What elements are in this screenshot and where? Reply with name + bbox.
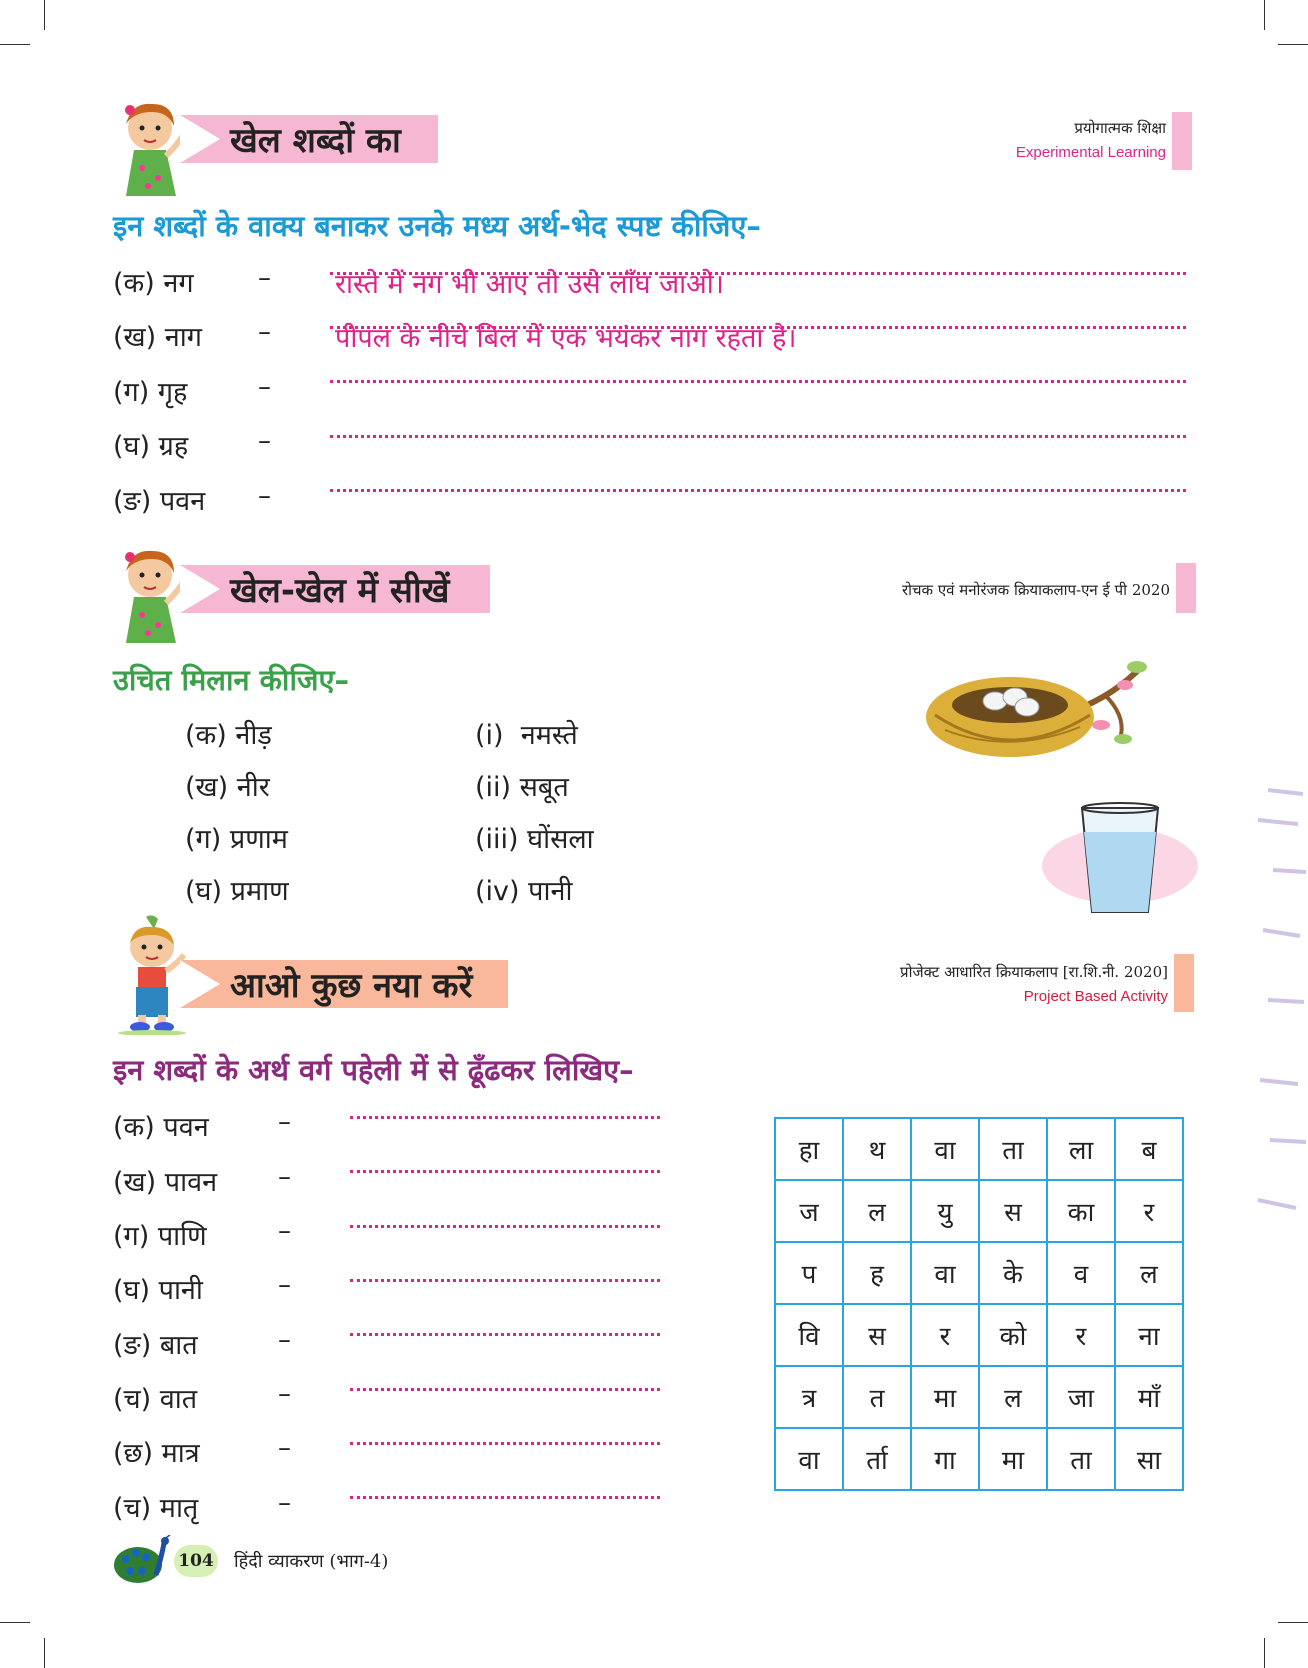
section1-tag-hi: प्रयोगात्मक शिक्षा — [1074, 119, 1166, 137]
grid-row — [775, 1428, 1183, 1490]
grid-cell: त — [843, 1366, 911, 1428]
grid-cell: ह — [843, 1242, 911, 1304]
grid-cell: ता — [979, 1118, 1047, 1180]
answer-line — [330, 489, 1186, 492]
grid-cell: वा — [911, 1118, 979, 1180]
grid-row — [775, 1242, 1183, 1304]
section1-label-5: (ङ) पवन — [113, 486, 206, 517]
answer-line — [350, 1279, 660, 1282]
grid-row — [775, 1366, 1183, 1428]
section1-label-2: (ख) नाग — [113, 322, 202, 353]
dash: – — [258, 372, 271, 402]
crop-mark — [44, 0, 45, 30]
section1-answer-1: रास्ते में नग भी आए तो उसे लाँघ जाओ। — [335, 269, 724, 300]
grid-cell: ल — [1115, 1242, 1183, 1304]
answer-line — [350, 1388, 660, 1391]
dash: – — [278, 1325, 291, 1355]
section1-tag-en: Experimental Learning — [1015, 144, 1166, 161]
water-glass-illustration — [1040, 800, 1200, 920]
dash: – — [258, 317, 271, 347]
grid-cell: ल — [843, 1180, 911, 1242]
match-left-4: (घ) प्रमाण — [185, 876, 289, 907]
grid-cell: मा — [979, 1428, 1047, 1490]
section2-tag-hi: रोचक एवं मनोरंजक क्रियाकलाप-एन ई पी 2020 — [902, 581, 1170, 599]
grid-cell: ब — [1115, 1118, 1183, 1180]
grid-cell: को — [979, 1304, 1047, 1366]
dash: – — [278, 1488, 291, 1518]
dash: – — [258, 481, 271, 511]
answer-line — [350, 1225, 660, 1228]
grid-cell: स — [979, 1180, 1047, 1242]
dash: – — [278, 1107, 291, 1137]
banner-notch — [180, 960, 220, 1008]
grid-cell: र — [1115, 1180, 1183, 1242]
grid-cell: ला — [1047, 1118, 1115, 1180]
section2-banner-text: खेल-खेल में सीखें — [230, 571, 450, 611]
grid-row — [775, 1118, 1183, 1180]
nest-illustration — [925, 655, 1155, 770]
grid-cell: सा — [1115, 1428, 1183, 1490]
section1-label-3: (ग) गृह — [113, 377, 188, 408]
grid-cell: का — [1047, 1180, 1115, 1242]
banner-notch — [180, 115, 220, 163]
grid-row — [775, 1180, 1183, 1242]
answer-line — [330, 435, 1186, 438]
section3-label-1: (क) पवन — [113, 1112, 209, 1143]
answer-line — [330, 380, 1186, 383]
word-puzzle-grid — [774, 1117, 1184, 1491]
section2-banner — [180, 565, 490, 613]
crop-mark — [0, 44, 30, 45]
grid-cell: ल — [979, 1366, 1047, 1428]
section3-label-3: (ग) पाणि — [113, 1221, 207, 1252]
grid-cell: के — [979, 1242, 1047, 1304]
dash: – — [258, 263, 271, 293]
answer-line — [350, 1116, 660, 1119]
grid-cell: व — [1047, 1242, 1115, 1304]
grid-cell: यु — [911, 1180, 979, 1242]
dash: – — [278, 1162, 291, 1192]
section3-banner — [180, 960, 508, 1008]
grid-cell: ज — [775, 1180, 843, 1242]
crop-mark — [0, 1622, 30, 1623]
crop-mark — [1278, 44, 1308, 45]
grid-cell: र — [911, 1304, 979, 1366]
match-left-2: (ख) नीर — [185, 772, 270, 803]
dash: – — [278, 1379, 291, 1409]
match-right-4: (iv) पानी — [475, 876, 573, 907]
section1-label-1: (क) नग — [113, 268, 194, 299]
section1-tag-bar — [1172, 112, 1192, 170]
crop-mark — [1264, 1638, 1265, 1668]
section3-label-6: (च) वात — [113, 1384, 198, 1415]
section1-answer-2: पीपल के नीचे बिल में एक भयंकर नाग रहता है। — [335, 323, 797, 354]
grid-cell: मा — [911, 1366, 979, 1428]
answer-line — [350, 1170, 660, 1173]
grid-cell: त्र — [775, 1366, 843, 1428]
grid-cell: थ — [843, 1118, 911, 1180]
grid-cell: हा — [775, 1118, 843, 1180]
margin-decoration — [1248, 780, 1308, 1260]
grid-cell: जा — [1047, 1366, 1115, 1428]
match-right-1: (i) नमस्ते — [475, 720, 578, 751]
section2-tag-bar — [1176, 563, 1196, 613]
match-left-3: (ग) प्रणाम — [185, 824, 288, 855]
grid-cell: माँ — [1115, 1366, 1183, 1428]
section1-label-4: (घ) ग्रह — [113, 431, 189, 462]
grid-row — [775, 1304, 1183, 1366]
peacock-icon — [112, 1535, 176, 1587]
section1-heading: इन शब्दों के वाक्य बनाकर उनके मध्य अर्थ-भेद स्पष्ट कीजिए– — [113, 209, 761, 243]
page-number: 104 — [174, 1545, 218, 1577]
section1-banner-text: खेल शब्दों का — [230, 121, 401, 161]
section3-label-7: (छ) मात्र — [113, 1438, 200, 1469]
section3-tag-bar — [1174, 954, 1194, 1012]
answer-line — [350, 1496, 660, 1499]
section3-label-8: (च) मातृ — [113, 1493, 199, 1524]
section2-heading: उचित मिलान कीजिए– — [113, 663, 350, 697]
dash: – — [258, 426, 271, 456]
section3-tag-hi: प्रोजेक्ट आधारित क्रियाकलाप [रा.शि.नी. 2020] — [900, 963, 1168, 981]
crop-mark — [1278, 1622, 1308, 1623]
section1-banner — [180, 115, 438, 163]
grid-cell: वा — [775, 1428, 843, 1490]
grid-cell: ता — [1047, 1428, 1115, 1490]
grid-cell: वा — [911, 1242, 979, 1304]
match-right-2: (ii) सबूत — [475, 772, 569, 803]
dash: – — [278, 1433, 291, 1463]
banner-notch — [180, 565, 220, 613]
section3-heading: इन शब्दों के अर्थ वर्ग पहेली में से ढूँढकर लिखिए– — [113, 1053, 634, 1087]
section3-tag-en: Project Based Activity — [1023, 988, 1168, 1005]
grid-cell: र — [1047, 1304, 1115, 1366]
grid-cell: स — [843, 1304, 911, 1366]
grid-cell: वि — [775, 1304, 843, 1366]
dash: – — [278, 1270, 291, 1300]
match-right-3: (iii) घोंसला — [475, 824, 594, 855]
grid-cell: गा — [911, 1428, 979, 1490]
book-title: हिंदी व्याकरण (भाग-4) — [234, 1551, 389, 1572]
match-left-1: (क) नीड़ — [185, 720, 272, 751]
grid-cell: प — [775, 1242, 843, 1304]
answer-line — [350, 1442, 660, 1445]
section3-label-2: (ख) पावन — [113, 1167, 218, 1198]
answer-line — [350, 1333, 660, 1336]
crop-mark — [1264, 0, 1265, 30]
section3-label-4: (घ) पानी — [113, 1275, 203, 1306]
crop-mark — [44, 1638, 45, 1668]
grid-cell: ना — [1115, 1304, 1183, 1366]
section3-label-5: (ङ) बात — [113, 1330, 198, 1361]
dash: – — [278, 1216, 291, 1246]
section3-banner-text: आओ कुछ नया करें — [230, 966, 473, 1006]
grid-cell: र्ता — [843, 1428, 911, 1490]
